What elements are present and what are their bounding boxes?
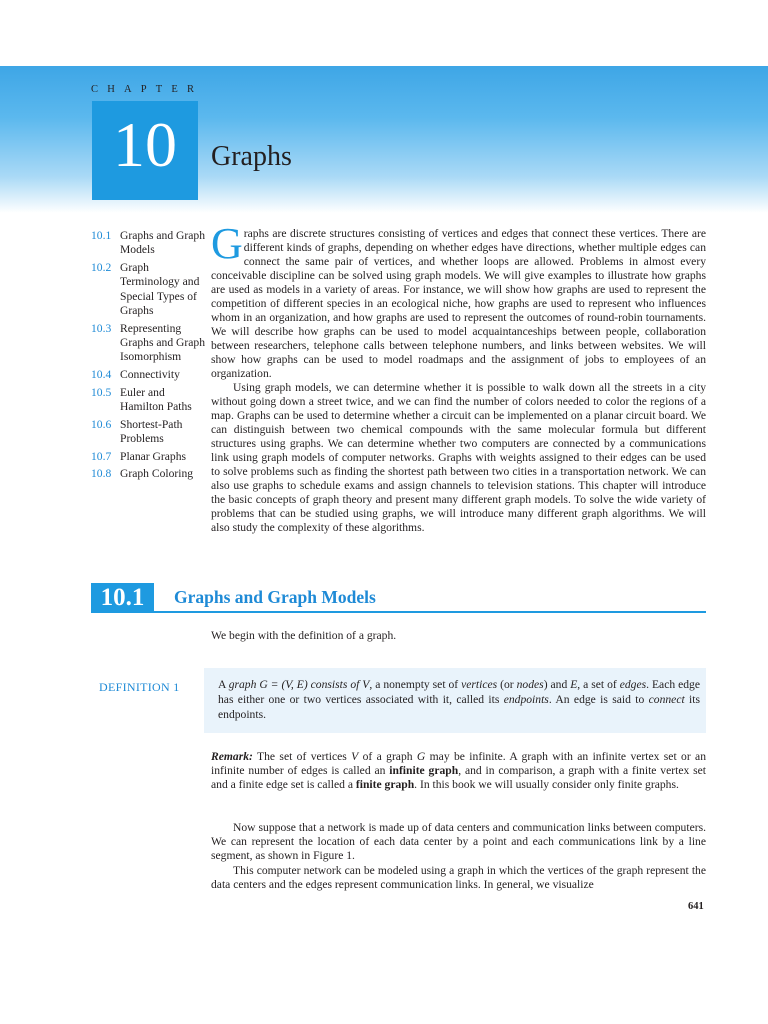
page-number: 641	[688, 901, 704, 912]
toc-number: 10.3	[91, 321, 112, 335]
remark-paragraph	[211, 750, 706, 793]
toc-label: Connectivity	[120, 367, 180, 381]
toc-item[interactable]	[91, 261, 206, 318]
body-paragraph-2: This computer network can be modeled using a graph in which the vertices of the graph represent the data centers and the edges represent communication links. In general, we visualize	[211, 863, 706, 891]
remark-label: Remark:	[211, 750, 253, 763]
toc-number: 10.4	[91, 367, 112, 381]
drop-cap: G	[211, 219, 243, 268]
body-paragraph-1: Now suppose that a network is made up of data centers and communication links between computers. We can represent the location of each data center by a point and each communications link by a line segment, as shown in Figure 1.	[211, 821, 706, 863]
term: edges	[619, 678, 647, 691]
text: of a graph	[358, 750, 417, 763]
text: may be infinite. A graph with an infinite vertex set or an infinite number of edges is called an	[211, 750, 707, 778]
chapter-introduction	[211, 219, 706, 535]
intro-text: raphs are discrete structures consisting of vertices and edges that connect these vertices. There are different kinds of graphs, depending on whether edges have directions, whether multiple edges can connect the same pair of vertices, and whether loops are allowed. Problems in almost every conceivable discipline can be solved using graph models. We will give examples to illustrate how graphs are used as models in a variety of areas. For instance, we will show how graphs are used to represent the competition of different species in an ecological niche, how graphs are used to represent who influences whom in an organization, and how graphs are used to represent the outcomes of round-robin tournaments. We will describe how graphs can be used to model acquaintanceships between people, collaboration between researchers, telephone calls between telephone numbers, and links between websites. We will show how graphs can be used to model roadmaps and the assignment of jobs to employees of an organization.	[211, 227, 706, 380]
toc-item[interactable]	[91, 467, 206, 481]
term: graph	[228, 678, 257, 691]
toc-number: 10.8	[91, 467, 112, 481]
toc-label: Representing Graphs and Graph Isomorphism	[120, 321, 205, 364]
text: , and in comparison, a graph with a finite vertex set and a finite edge set is called a	[211, 764, 706, 792]
toc-label: Euler and Hamilton Paths	[120, 385, 192, 413]
intro-paragraph	[211, 219, 706, 381]
toc-item[interactable]	[91, 418, 206, 447]
text: its endpoints.	[218, 693, 701, 721]
section-number: 10.1	[100, 584, 145, 611]
section-lead: We begin with the definition of a graph.	[211, 629, 397, 642]
text: ) and	[543, 678, 571, 691]
toc-item[interactable]	[91, 368, 206, 382]
text: , a set of	[577, 678, 620, 691]
text: . An edge is said to	[548, 693, 649, 706]
toc-number: 10.5	[91, 385, 112, 399]
toc-item[interactable]	[91, 450, 206, 464]
chapter-title: Graphs	[211, 141, 292, 172]
term: vertices	[461, 678, 498, 691]
definition-box	[204, 668, 706, 733]
intro-paragraph: Using graph models, we can determine whether it is possible to walk down all the streets in a city without going down a street twice, and we can find the number of colors needed to color the regions of a map. Graphs can be used to determine whether a circuit can be implemented on a planar circuit board. We can distinguish between two chemical compounds with the same molecular formula but different structures using graphs. We can determine whether two computers are connected by a communications link using graph models of computer networks. Graphs with weights assigned to their edges can be used to solve problems such as finding the shortest path between two cities in a transportation network. We can also use graphs to schedule exams and assign channels to television stations. This chapter will introduce the basic concepts of graph theory and present many different graph models. To solve the wide variety of problems that can be studied using graphs, we will introduce many different graph algorithms. We will also study the complexity of these algorithms.	[211, 381, 706, 534]
math: E	[570, 678, 578, 691]
term: nodes	[516, 678, 544, 691]
term: connect	[648, 693, 685, 706]
toc-item[interactable]	[91, 322, 206, 365]
toc-label: Graph Terminology and Special Types of Graphs	[120, 260, 200, 317]
toc-label: Graphs and Graph Models	[120, 229, 205, 257]
chapter-label: CHAPTER	[91, 84, 204, 95]
term: finite graph	[355, 778, 415, 792]
definition-label: DEFINITION 1	[99, 680, 180, 694]
section-rule	[91, 611, 706, 613]
toc-number: 10.7	[91, 449, 112, 463]
section-number-box	[91, 583, 154, 611]
toc-number: 10.1	[91, 229, 112, 242]
term: infinite graph	[389, 764, 459, 778]
chapter-contents	[91, 229, 206, 485]
math: V	[362, 678, 370, 691]
toc-label: Graph Coloring	[120, 467, 194, 481]
text: . Each edge has either one or two vertices associated with it, called its	[218, 678, 700, 706]
toc-number: 10.6	[91, 417, 112, 431]
chapter-number: 10	[113, 109, 177, 180]
text: (or	[497, 678, 517, 691]
term: endpoints	[503, 693, 549, 706]
math: G	[416, 750, 426, 763]
toc-number: 10.2	[91, 260, 112, 274]
math: V	[351, 750, 359, 763]
toc-item[interactable]	[91, 386, 206, 415]
text: A	[218, 678, 229, 691]
section-title: Graphs and Graph Models	[174, 587, 376, 607]
toc-label: Shortest-Path Problems	[120, 417, 183, 445]
text: The set of vertices	[252, 750, 352, 763]
text: , a nonempty set of	[369, 678, 462, 691]
toc-item[interactable]	[91, 229, 206, 258]
text: . In this book we will usually consider only finite graphs.	[414, 778, 679, 792]
top-margin	[0, 0, 768, 66]
chapter-number-box	[92, 101, 198, 200]
body-paragraph	[211, 821, 706, 892]
toc-label: Planar Graphs	[120, 449, 187, 463]
definition-text	[218, 677, 700, 722]
math: G = (V, E) consists of	[256, 678, 363, 691]
